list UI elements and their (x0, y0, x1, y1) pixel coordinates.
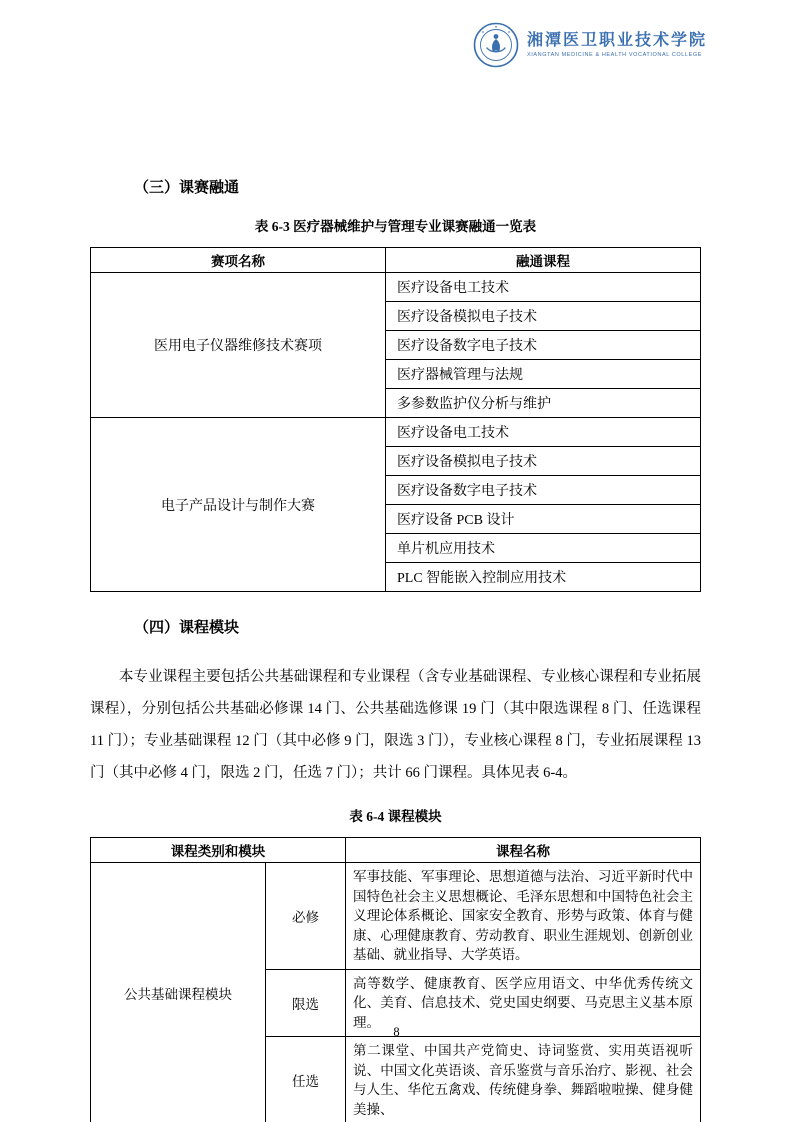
section4-heading: （四）课程模块 (134, 619, 240, 636)
table-6-4-caption: 表 6-4 课程模块 (349, 809, 442, 824)
page-number: 8 (393, 1025, 400, 1039)
course-type: 限选 (266, 969, 346, 1037)
table-6-4-header-row (91, 838, 701, 863)
col-header-module: 课程类别和模块 (91, 838, 346, 863)
course-cell: 医疗设备数字电子技术 (386, 476, 701, 505)
table-6-3-header-row (91, 248, 701, 273)
course-type: 任选 (266, 1037, 346, 1122)
course-list: 军事技能、军事理论、思想道德与法治、习近平新时代中国特色社会主义思想概论、毛泽东思想和中国特色社会主义理论体系概论、国家安全教育、形势与政策、体育与健康、心理健康教育、劳动教育、职业生涯规划、创新创业基础、就业指导、大学英语。 (346, 863, 701, 970)
course-cell: 医疗设备模拟电子技术 (386, 302, 701, 331)
course-cell: 医疗设备模拟电子技术 (386, 447, 701, 476)
course-cell: 医疗设备电工技术 (386, 273, 701, 302)
col-header-course-names: 课程名称 (346, 838, 701, 863)
college-name-en: XIANGTAN MEDICINE & HEALTH VOCATIONAL COLLEGE (526, 52, 703, 59)
course-cell: 多参数监护仪分析与维护 (386, 389, 701, 418)
course-cell: 医疗器械管理与法规 (386, 360, 701, 389)
module-name: 公共基础课程模块 (91, 863, 266, 1122)
section4-paragraph: 本专业课程主要包括公共基础课程和专业课程（含专业基础课程、专业核心课程和专业拓展课程），分别包括公共基础必修课 14 门、公共基础选修课 19 门（其中限选课程 8 门、任选课程 11 门）；专业基础课程 12 门（其中必修 9 门，限选 3 门），专业核心课程 8 门，专业拓展课程 13 门（其中必修 4 门，限选 2 门，任选 7 门）；共计 66 门课程。具体见表 6-4。 (90, 669, 701, 781)
course-cell: 医疗设备数字电子技术 (386, 331, 701, 360)
table-row (91, 273, 701, 302)
course-cell: 医疗设备 PCB 设计 (386, 505, 701, 534)
table-row (91, 418, 701, 447)
section3-heading: （三）课赛融通 (134, 179, 240, 196)
competition-name: 电子产品设计与制作大赛 (91, 418, 386, 592)
course-cell: PLC 智能嵌入控制应用技术 (386, 563, 701, 592)
table-6-4 (90, 837, 701, 1122)
table-6-3 (90, 247, 701, 592)
competition-name: 医用电子仪器维修技术赛项 (91, 273, 386, 418)
table-6-3-caption: 表 6-3 医疗器械维护与管理专业课赛融通一览表 (254, 219, 537, 234)
col-header-courses: 融通课程 (386, 248, 701, 273)
table-row (91, 863, 701, 970)
course-list: 第二课堂、中国共产党简史、诗词鉴赏、实用英语视听说、中国文化英语谈、音乐鉴赏与音乐治疗、影视、社会与人生、华佗五禽戏、传统健身拳、舞蹈啦啦操、健身健美操、 (346, 1037, 701, 1122)
college-name-zh: 湘潭医卫职业技术学院 (526, 31, 707, 49)
course-cell: 单片机应用技术 (386, 534, 701, 563)
col-header-competition: 赛项名称 (91, 248, 386, 273)
course-type: 必修 (266, 863, 346, 970)
course-list: 高等数学、健康教育、医学应用语文、中华优秀传统文化、美育、信息技术、党史国史纲要、马克思主义基本原理。 (346, 969, 701, 1037)
page-content (90, 0, 701, 1122)
course-cell: 医疗设备电工技术 (386, 418, 701, 447)
